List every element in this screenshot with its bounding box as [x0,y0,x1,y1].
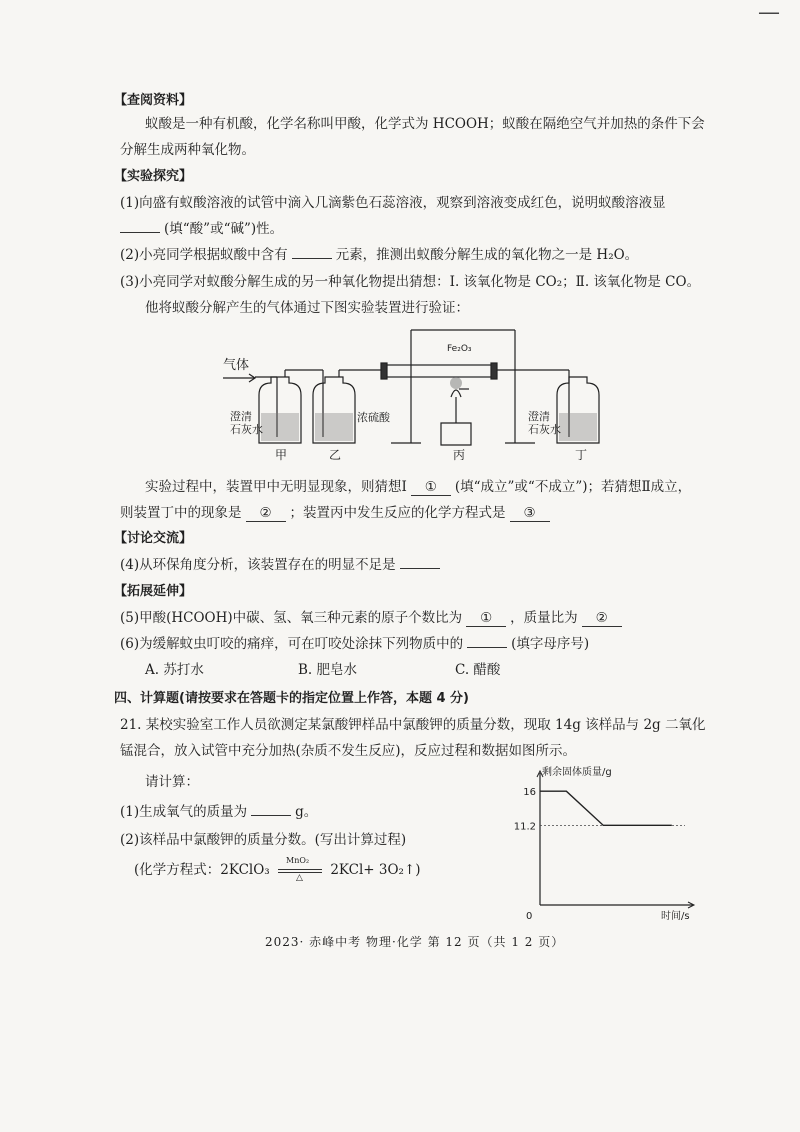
q3-text: (3)小亮同学对蚁酸分解生成的另一种氧化物提出猜想：Ⅰ. 该氧化物是 CO₂；Ⅱ. 该氧化物是 CO。 [120,274,701,290]
after2-a: 则装置丁中的现象是 [120,505,242,521]
q1-text: (1)向盛有蚁酸溶液的试管中滴入几滴紫色石蕊溶液，观察到溶液变成红色，说明蚁酸溶液显 [120,195,666,211]
jia-label: 甲 [275,448,288,462]
option-c[interactable]: C. 醋酸 [455,662,501,678]
gas-label: 气体 [223,358,250,373]
explore-heading: 【实验探究】 [114,169,193,184]
q1-hint: (填“酸”或“碱”)性。 [164,221,284,237]
eq-arrow [278,855,322,883]
after-text-2 [120,501,554,522]
ding-label: 丁 [575,448,588,462]
origin-label: 0 [526,911,533,922]
q5-blank-2[interactable]: ② [582,610,622,627]
after-b: (填“成立”或“不成立”)；若猜想Ⅱ成立， [454,479,692,495]
q4-text [120,553,444,573]
q2-text [120,243,638,263]
x-axis-label: 时间/s [661,911,690,922]
after2-b: ；装置丙中发生反应的化学方程式是 [289,505,506,521]
equation [134,855,421,883]
q4-answer-blank[interactable] [400,568,440,569]
q2-answer-blank[interactable] [292,258,332,259]
limewater-right-label: 澄清 石灰水 [528,410,561,436]
y-tick-label: 16 [523,787,536,799]
series-line [540,791,672,825]
q1-text-2 [120,217,283,237]
mass-time-chart [500,765,700,925]
after-text-1 [145,475,691,496]
discuss-heading: 【讨论交流】 [114,531,193,546]
limewater-left-label: 澄清 石灰水 [230,410,263,436]
after-blank-3[interactable]: ③ [510,505,550,522]
eq-left: (化学方程式：2KClO₃ [134,862,270,878]
apparatus-diagram [215,325,600,465]
p1-a: (1)生成氧气的质量为 [120,804,248,820]
option-a[interactable]: A. 苏打水 [145,662,204,678]
yi-label: 乙 [329,448,342,462]
q6-text [120,632,589,652]
eq-heat: △ [296,872,303,883]
acid-label: 浓硫酸 [357,411,390,424]
q6-answer-blank[interactable] [467,647,507,648]
p1-answer-blank[interactable] [251,815,291,816]
q4-prefix: (4)从环保角度分析，该装置存在的明显不足是 [120,557,396,573]
q2-prefix: (2)小亮同学根据蚁酸中含有 [120,247,288,263]
option-b[interactable]: B. 肥皂水 [298,662,358,678]
q2-suffix: 元素，推测出蚁酸分解生成的氧化物之一是 H₂O。 [335,247,639,263]
lookup-line1: 蚁酸是一种有机酸，化学名称叫甲酸，化学式为 HCOOH；蚁酸在隔绝空气并加热的条件下会 [145,116,705,132]
eq-right: 2KCl+ 3O₂↑) [330,862,421,878]
after-blank-1[interactable]: ① [411,479,451,496]
q5-b: ，质量比为 [510,610,578,626]
q6-a: (6)为缓解蚊虫叮咬的痛痒，可在叮咬处涂抹下列物质中的 [120,636,464,652]
after-a: 实验过程中，装置甲中无明显现象，则猜想Ⅰ [145,479,407,495]
eq-catalyst: MnO₂ [286,855,310,865]
lookup-heading: 【查阅资料】 [114,93,193,108]
lookup-line2: 分解生成两种氧化物。 [120,142,255,158]
q5-a: (5)甲酸(HCOOH)中碳、氢、氧三种元素的原子个数比为 [120,610,463,626]
q21-line1: 21. 某校实验室工作人员欲测定某氯酸钾样品中氯酸钾的质量分数，现取 14g 该样品与 2g 二氧化 [120,717,706,733]
calc-heading: 四、计算题(请按要求在答题卡的指定位置上作答，本题 4 分) [114,691,469,706]
please-calc: 请计算： [145,774,199,790]
q6-b: (填字母序号) [511,636,590,652]
q1-answer-blank[interactable] [120,232,160,233]
fe2o3-label: Fe₂O₃ [447,344,472,354]
p1-b: g。 [295,804,318,820]
q5-text [120,606,626,627]
q3-subtext: 他将蚁酸分解产生的气体通过下图实验装置进行验证： [145,300,469,316]
q5-blank-1[interactable]: ① [466,610,506,627]
q21-line2: 锰混合，放入试管中充分加热(杂质不发生反应)，反应过程和数据如图所示。 [120,743,577,759]
after-blank-2[interactable]: ② [246,505,286,522]
y-axis-label: 剩余固体质量/g [542,767,612,778]
extend-heading: 【拓展延伸】 [114,584,193,599]
page-footer: 2023· 赤峰中考 物理·化学 第 12 页（共 1 2 页） [265,935,565,949]
p2-text: (2)该样品中氯酸钾的质量分数。(写出计算过程) [120,832,407,848]
y-tick-label: 11.2 [513,821,536,833]
bing-label: 丙 [453,448,466,462]
p1-text [120,800,317,820]
corner-mark: — [758,0,780,25]
